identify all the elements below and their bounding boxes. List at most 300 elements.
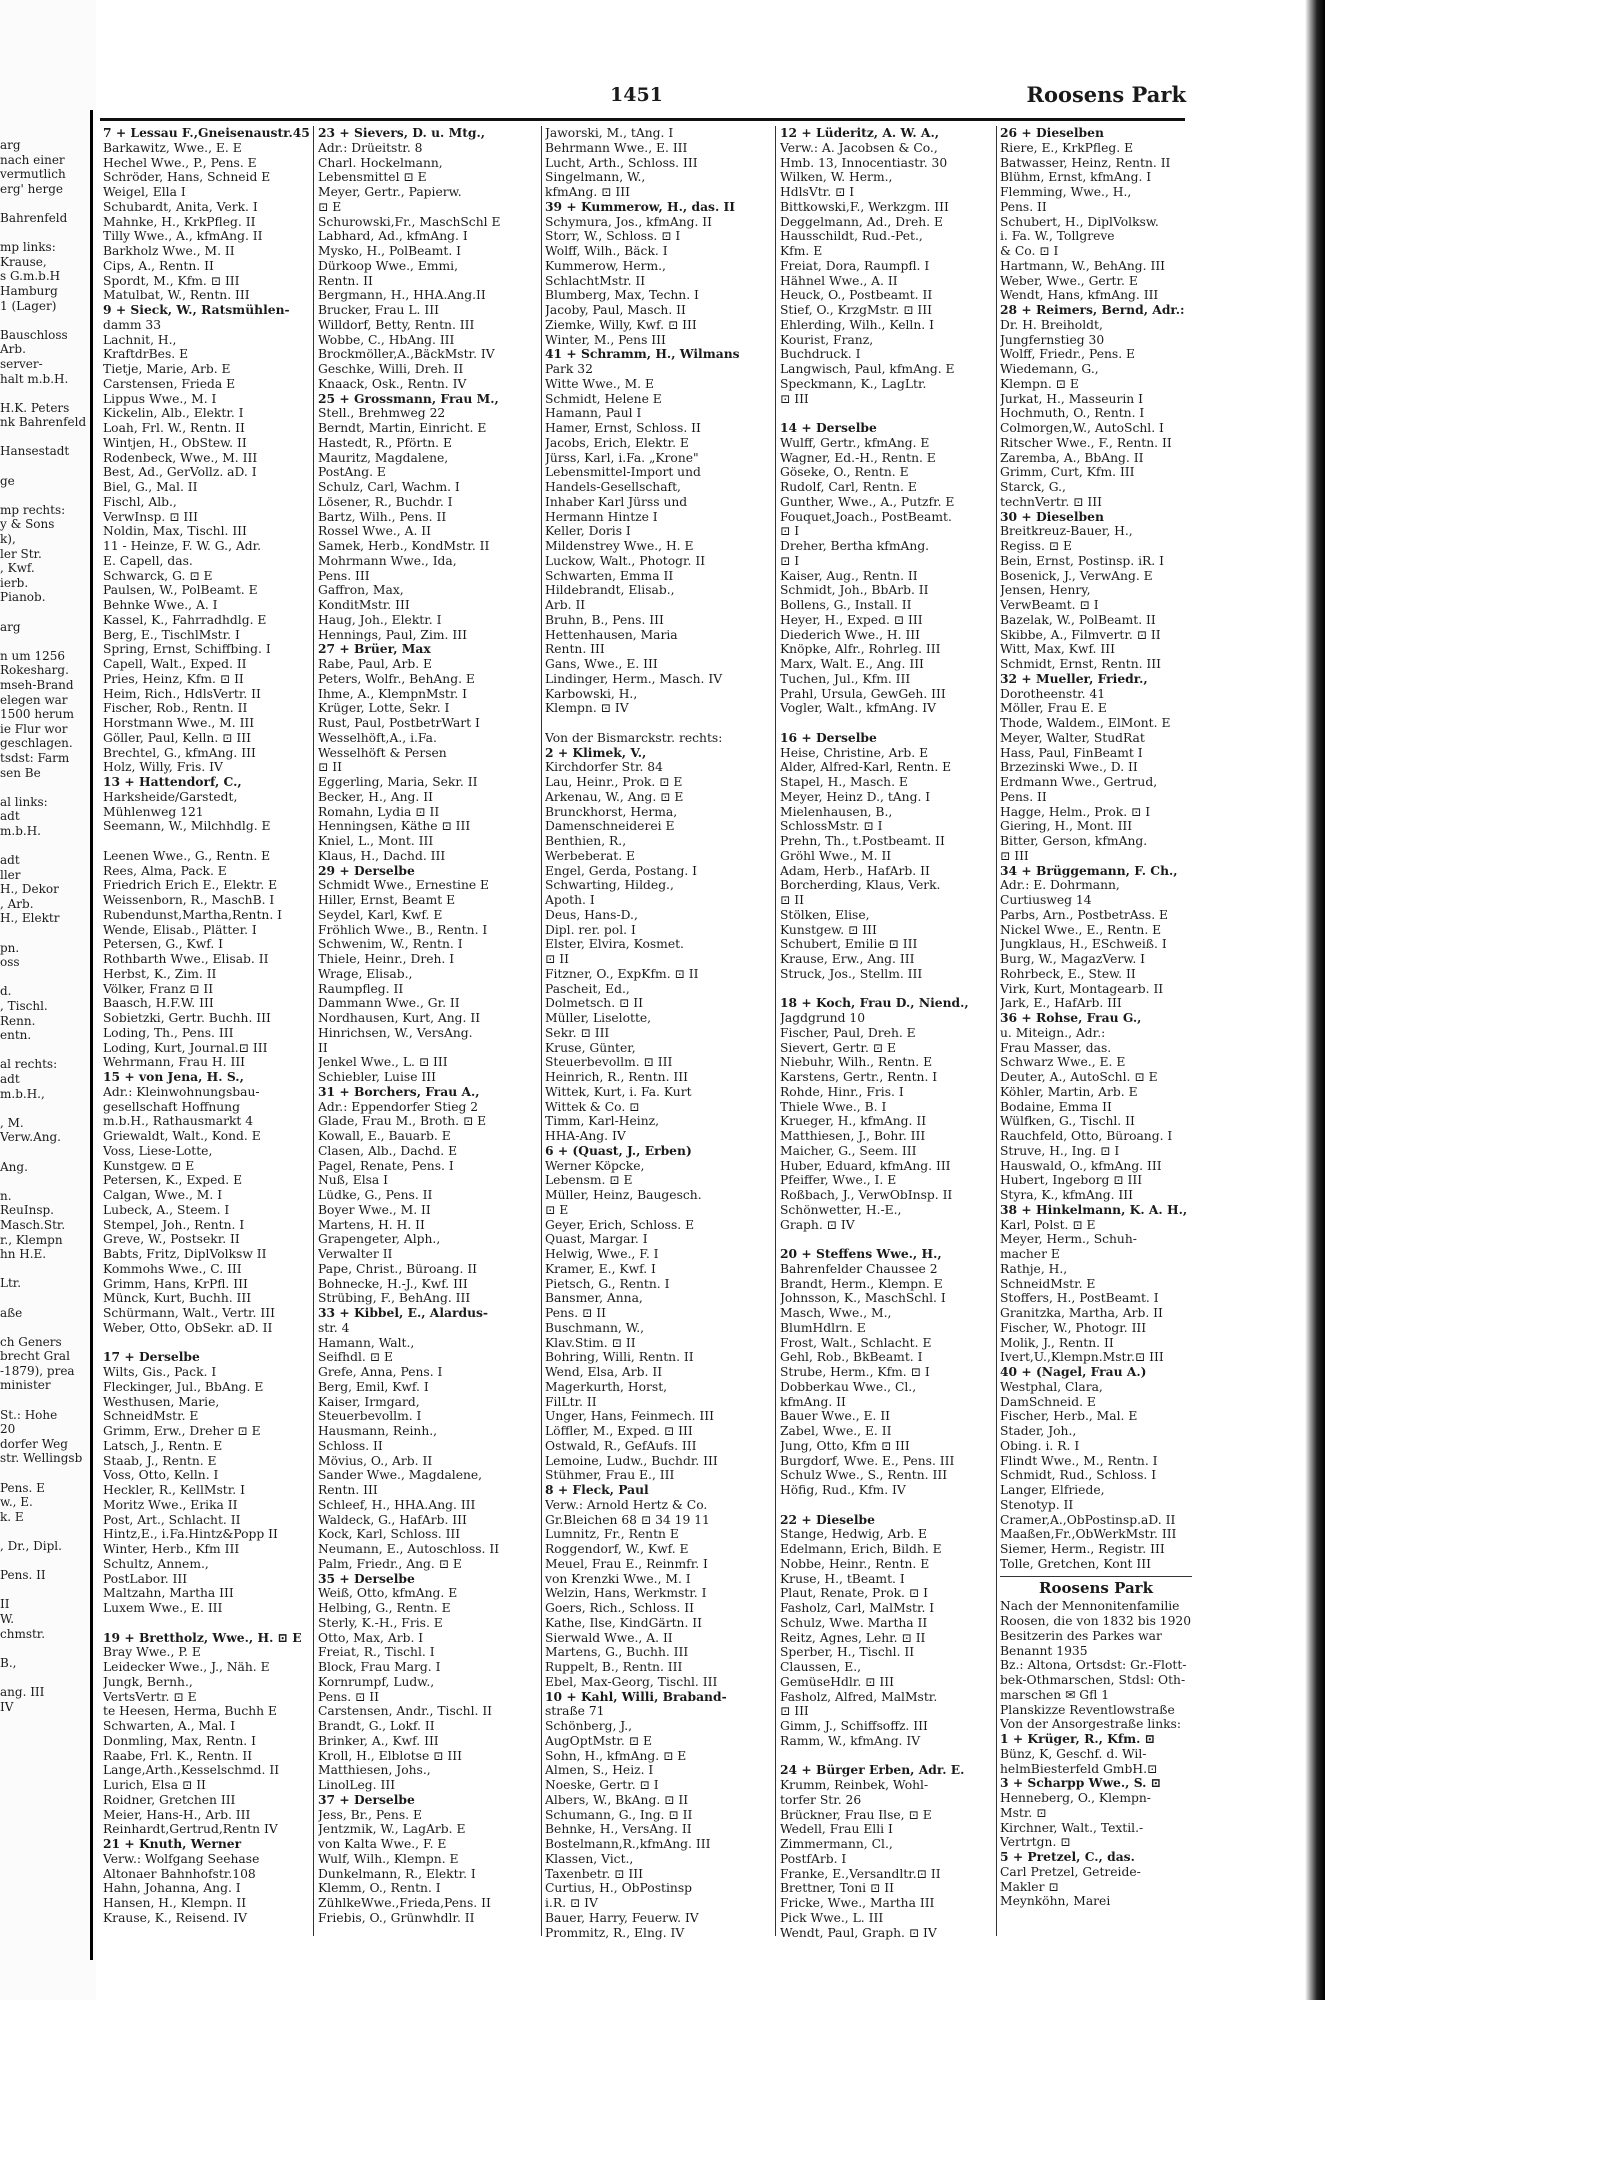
directory-entry: Unger, Hans, Feinmech. III bbox=[545, 1409, 715, 1424]
directory-entry: VertsVertr. ⊡ E bbox=[103, 1689, 197, 1704]
directory-entry: Elster, Elvira, Kosmet. bbox=[545, 937, 684, 952]
directory-entry: Burgdorf, Wwe. E., Pens. III bbox=[780, 1453, 955, 1468]
previous-page-fragment: al links: bbox=[0, 794, 48, 809]
directory-entry: 8 + Fleck, Paul bbox=[545, 1483, 649, 1497]
directory-entry: Stempel, Joh., Rentn. I bbox=[103, 1217, 245, 1232]
directory-entry: Borcherding, Klaus, Verk. bbox=[780, 878, 941, 893]
previous-page-fragment: n um 1256 bbox=[0, 648, 66, 663]
directory-entry: Jess, Br., Pens. E bbox=[318, 1807, 422, 1822]
directory-entry: SchlachtMstr. II bbox=[545, 273, 646, 288]
page-number: 1451 bbox=[610, 84, 663, 106]
directory-entry: Kassel, K., Fahrradhdlg. E bbox=[103, 612, 267, 627]
street-description-line: Besitzerin des Parkes war bbox=[1000, 1628, 1162, 1643]
directory-entry: Rudolf, Carl, Rentn. E bbox=[780, 480, 917, 494]
directory-entry: Arb. II bbox=[545, 598, 586, 612]
directory-entry: Ostwald, R., GefAufs. III bbox=[545, 1438, 697, 1453]
directory-entry: Granitzka, Martha, Arb. II bbox=[1000, 1306, 1163, 1320]
street-description-line: Nach der Mennonitenfamilie bbox=[1000, 1599, 1180, 1614]
previous-page-fragment bbox=[0, 1641, 86, 1656]
directory-entry: Meyer, Heinz D., tAng. I bbox=[780, 789, 931, 804]
header-rule bbox=[100, 118, 1185, 121]
directory-entry bbox=[780, 1232, 995, 1247]
directory-entry: Ruppelt, B., Rentn. III bbox=[545, 1660, 683, 1674]
directory-entry: Langwisch, Paul, kfmAng. E bbox=[780, 362, 955, 376]
directory-entry: Krueger, H., kfmAng. II bbox=[780, 1114, 927, 1129]
directory-entry: Brandt, Herm., Klempn. E bbox=[780, 1276, 943, 1291]
directory-entry: Werbeberat. E bbox=[545, 848, 636, 863]
directory-entry: 33 + Kibbel, E., Alardus- bbox=[318, 1306, 489, 1320]
previous-page-fragment: 20 bbox=[0, 1422, 16, 1437]
directory-entry: Schmidt Wwe., Ernestine E bbox=[318, 878, 490, 893]
directory-entry: Mahnke, H., KrkPfleg. II bbox=[103, 214, 256, 229]
directory-entry: Strübing, F., BehAng. III bbox=[318, 1291, 471, 1306]
directory-entry: Krüger, Lotte, Sekr. I bbox=[318, 701, 450, 716]
directory-entry: Holz, Willy, Fris. IV bbox=[103, 760, 223, 775]
directory-entry: damm 33 bbox=[103, 317, 162, 332]
directory-entry: Claussen, E., bbox=[780, 1660, 862, 1674]
directory-entry: Bruhn, B., Pens. III bbox=[545, 612, 664, 627]
directory-entry: Prahl, Ursula, GewGeh. III bbox=[780, 686, 946, 701]
directory-entry: Apoth. I bbox=[545, 893, 595, 907]
directory-entry: Hamann, Walt., bbox=[318, 1335, 415, 1350]
directory-entry: Damenschneiderei E bbox=[545, 819, 675, 834]
directory-column-1 bbox=[103, 126, 311, 2006]
directory-entry: Schürmann, Walt., Vertr. III bbox=[103, 1306, 275, 1320]
directory-entry: Schulz Wwe., S., Rentn. III bbox=[780, 1468, 948, 1483]
directory-entry: 13 + Hattendorf, C., bbox=[103, 775, 242, 789]
directory-entry: Barkawitz, Wwe., E. E bbox=[103, 140, 242, 155]
directory-entry: Karbowski, H., bbox=[545, 686, 638, 701]
directory-entry: 10 + Kahl, Willi, Braband- bbox=[545, 1689, 727, 1704]
directory-entry: Jungklaus, H., ESchweiß. I bbox=[1000, 937, 1167, 952]
directory-entry: Leenen Wwe., G., Rentn. E bbox=[103, 848, 271, 863]
directory-entry: Bosenick, J., VerwAng. E bbox=[1000, 568, 1153, 583]
directory-entry: Martens, G., Buchh. III bbox=[545, 1645, 689, 1660]
previous-page-fragment bbox=[0, 1466, 86, 1481]
previous-page-fragment: mp links: bbox=[0, 240, 56, 255]
directory-entry: 7 + Lessau F.,Gneisenaustr.45 bbox=[103, 126, 310, 140]
directory-entry: Hochmuth, O., Rentn. I bbox=[1000, 406, 1145, 421]
previous-page-fragment: entn. bbox=[0, 1028, 32, 1043]
directory-entry: Deggelmann, Ad., Dreh. E bbox=[780, 214, 943, 229]
directory-entry: Hildebrandt, Elisab., bbox=[545, 583, 675, 598]
directory-entry: kfmAng. II bbox=[780, 1394, 846, 1409]
directory-entry: Hinrichsen, W., VersAng. bbox=[318, 1025, 473, 1040]
directory-entry: Fasholz, Alfred, MalMstr. bbox=[780, 1689, 938, 1704]
directory-entry: Schymura, Jos., kfmAng. II bbox=[545, 214, 713, 229]
directory-entry: Adr.: Kleinwohnungsbau- bbox=[103, 1084, 260, 1099]
previous-page-fragment: chmstr. bbox=[0, 1626, 46, 1641]
directory-entry: Loding, Th., Pens. III bbox=[103, 1025, 234, 1040]
previous-page-fragment bbox=[0, 386, 86, 401]
directory-entry: Adr.: E. Dohrmann, bbox=[1000, 878, 1120, 893]
directory-entry: Sperber, H., Tischl. II bbox=[780, 1645, 915, 1660]
directory-entry: Langer, Elfriede, bbox=[1000, 1483, 1105, 1497]
directory-entry: Luxem Wwe., E. III bbox=[103, 1601, 223, 1615]
directory-entry: Kourist, Franz, bbox=[780, 332, 874, 347]
directory-entry: & Co. ⊡ I bbox=[1000, 244, 1059, 258]
directory-entry: Krause, K., Reisend. IV bbox=[103, 1910, 248, 1925]
directory-entry: Magerkurth, Horst, bbox=[545, 1379, 668, 1394]
previous-page-fragment: ierb. bbox=[0, 575, 29, 590]
directory-entry: Speckmann, K., LagLtr. bbox=[780, 376, 927, 391]
directory-entry: Wende, Elisab., Plätter. I bbox=[103, 922, 257, 937]
previous-page-fragment: ge bbox=[0, 473, 15, 488]
street-description-line: Meynköhn, Marei bbox=[1000, 1894, 1111, 1909]
directory-entry: Bostelmann,R.,kfmAng. III bbox=[545, 1837, 711, 1851]
directory-entry: Schönberg, J., bbox=[545, 1719, 633, 1733]
directory-entry: Schmidt, Rud., Schloss. I bbox=[1000, 1468, 1157, 1483]
directory-entry: Wiedemann, G., bbox=[1000, 362, 1099, 376]
directory-entry: Maicher, G., Seem. III bbox=[780, 1143, 917, 1158]
directory-entry: Pfeiffer, Wwe., I. E bbox=[780, 1173, 897, 1188]
directory-entry: Waldeck, G., HafArb. III bbox=[318, 1512, 467, 1527]
directory-entry: Jark, E., HafArb. III bbox=[1000, 996, 1122, 1011]
directory-entry: Pens. III bbox=[318, 568, 370, 583]
directory-entry: Quast, Margar. I bbox=[545, 1232, 648, 1247]
section-rule bbox=[1000, 1576, 1192, 1577]
directory-entry: Fischer, Paul, Dreh. E bbox=[780, 1025, 916, 1040]
directory-entry: 27 + Brüer, Max bbox=[318, 642, 431, 657]
directory-entry: VerwBeamt. ⊡ I bbox=[1000, 598, 1099, 612]
previous-page-fragment: 1 (Lager) bbox=[0, 298, 57, 313]
directory-entry: Dorotheenstr. 41 bbox=[1000, 686, 1106, 701]
directory-entry: technVertr. ⊡ III bbox=[1000, 494, 1102, 509]
directory-entry: Herbst, K., Zim. II bbox=[103, 966, 217, 981]
previous-page-fragment: server- bbox=[0, 356, 43, 371]
directory-entry: Riere, E., KrkPfleg. E bbox=[1000, 140, 1134, 155]
directory-entry: Lurich, Elsa ⊡ II bbox=[103, 1778, 206, 1792]
directory-entry: Nickel Wwe., E., Rentn. E bbox=[1000, 922, 1162, 937]
directory-entry: 32 + Mueller, Friedr., bbox=[1000, 671, 1148, 686]
street-description-line: 3 + Scharpp Wwe., S. ⊡ bbox=[1000, 1776, 1162, 1791]
directory-entry: Witte Wwe., M. E bbox=[545, 376, 654, 391]
directory-entry: Bahrenfelder Chaussee 2 bbox=[780, 1261, 938, 1276]
directory-entry: 39 + Kummerow, H., das. II bbox=[545, 199, 736, 214]
previous-page-fragment: , Dr., Dipl. bbox=[0, 1539, 62, 1553]
directory-entry: 14 + Derselbe bbox=[780, 421, 877, 435]
directory-entry: Sander Wwe., Magdalene, bbox=[318, 1468, 483, 1483]
directory-entry: Flindt Wwe., M., Rentn. I bbox=[1000, 1453, 1158, 1468]
directory-entry: Winter, Herb., Kfm III bbox=[103, 1542, 240, 1556]
directory-entry: 41 + Schramm, H., Wilmans bbox=[545, 347, 740, 362]
street-description-line: Bünz, K, Geschf. d. Wil- bbox=[1000, 1746, 1147, 1761]
directory-entry: 30 + Dieselben bbox=[1000, 509, 1104, 524]
directory-entry: Pens. ⊡ II bbox=[545, 1306, 606, 1320]
directory-entry: Thiele, Heinr., Dreh. I bbox=[318, 952, 455, 966]
directory-entry: Breitkreuz-Bauer, H., bbox=[1000, 524, 1133, 539]
directory-entry: VerwInsp. ⊡ III bbox=[103, 509, 198, 524]
directory-entry: Pens. ⊡ II bbox=[318, 1689, 379, 1704]
directory-entry: u. Miteign., Adr.: bbox=[1000, 1025, 1106, 1040]
directory-entry: Rentn. II bbox=[318, 273, 373, 288]
directory-entry: Post, Art., Schlacht. II bbox=[103, 1512, 241, 1527]
street-description-line: helmBiesterfeld GmbH.⊡ bbox=[1000, 1761, 1158, 1776]
directory-entry: Singelmann, W., bbox=[545, 170, 646, 185]
directory-entry: Jensen, Henry, bbox=[1000, 583, 1091, 598]
previous-page-fragment: adt bbox=[0, 1072, 20, 1086]
street-description-line: Henneberg, O., Klempn- bbox=[1000, 1791, 1151, 1805]
directory-entry: Grefe, Anna, Pens. I bbox=[318, 1365, 443, 1379]
directory-entry: Gr.Bleichen 68 ⊡ 34 19 11 bbox=[545, 1512, 710, 1527]
directory-entry: Mohrmann Wwe., Ida, bbox=[318, 553, 457, 568]
directory-entry: Werner Köpcke, bbox=[545, 1158, 645, 1173]
previous-page-fragment: ReuInsp. bbox=[0, 1203, 54, 1218]
directory-entry: Benthien, R., bbox=[545, 834, 627, 848]
directory-entry: Höfig, Rud., Kfm. IV bbox=[780, 1483, 906, 1497]
previous-page-fragment: vermutlich bbox=[0, 167, 66, 182]
directory-entry: Maltzahn, Martha III bbox=[103, 1586, 234, 1601]
directory-entry: Westphal, Clara, bbox=[1000, 1379, 1103, 1394]
directory-entry: Möller, Frau E. E bbox=[1000, 701, 1107, 716]
directory-entry: Stölken, Elise, bbox=[780, 907, 870, 922]
previous-page-text-fragments bbox=[0, 138, 86, 1714]
directory-entry: Voss, Liese-Lotte, bbox=[103, 1143, 213, 1158]
directory-entry: KraftdrBes. E bbox=[103, 347, 189, 362]
directory-entry: Petersen, G., Kwf. I bbox=[103, 937, 224, 952]
scan-edge-shadow bbox=[1305, 0, 1325, 2000]
directory-entry: Gunther, Wwe., A., Putzfr. E bbox=[780, 494, 955, 509]
directory-entry: Rathje, H., bbox=[1000, 1261, 1068, 1276]
directory-entry: Frau Masser, das. bbox=[1000, 1040, 1112, 1055]
directory-entry: Inhaber Karl Jürss und bbox=[545, 494, 688, 509]
directory-entry: Wesselhöft & Persen bbox=[318, 745, 447, 760]
directory-entry: Geyer, Erich, Schloss. E bbox=[545, 1217, 695, 1232]
directory-entry: Seifhdl. ⊡ E bbox=[318, 1350, 393, 1365]
previous-page-fragment: ler Str. bbox=[0, 546, 42, 561]
directory-entry: Schwarting, Hildeg., bbox=[545, 878, 674, 893]
column-divider bbox=[313, 126, 314, 1936]
directory-entry: Pascheit, Ed., bbox=[545, 981, 630, 996]
directory-entry: Lemoine, Ludw., Buchdr. III bbox=[545, 1453, 718, 1468]
directory-entry: Schumann, G., Ing. ⊡ II bbox=[545, 1807, 693, 1822]
directory-entry: Hausschildt, Rud.-Pet., bbox=[780, 229, 923, 244]
directory-entry: Willdorf, Betty, Rentn. III bbox=[318, 317, 475, 332]
directory-entry: Wendt, Hans, kfmAng. III bbox=[1000, 288, 1159, 303]
directory-entry: Cramer,A.,ObPostinsp.aD. II bbox=[1000, 1512, 1176, 1527]
directory-entry: Peters, Wolfr., BehAng. E bbox=[318, 671, 475, 686]
directory-entry: Loding, Kurt, Journal.⊡ III bbox=[103, 1040, 268, 1055]
directory-entry: Molik, J., Rentn. II bbox=[1000, 1335, 1114, 1350]
directory-entry: Wobbe, C., HbAng. III bbox=[318, 332, 455, 347]
directory-entry: Seydel, Karl, Kwf. E bbox=[318, 907, 443, 922]
directory-entry: PostAng. E bbox=[318, 465, 386, 480]
directory-entry: GemüseHdlr. ⊡ III bbox=[780, 1674, 894, 1689]
directory-entry: Jungk, Bernh., bbox=[103, 1674, 193, 1689]
directory-entry: Fischer, Herb., Mal. E bbox=[1000, 1409, 1138, 1424]
directory-entry: Stenotyp. II bbox=[1000, 1497, 1074, 1512]
directory-entry: Hubert, Ingeborg ⊡ III bbox=[1000, 1173, 1143, 1188]
previous-page-fragment: mseh-Brand bbox=[0, 677, 74, 692]
directory-entry: Wittek & Co. ⊡ bbox=[545, 1099, 640, 1114]
directory-entry: Göller, Paul, Kelln. ⊡ III bbox=[103, 730, 251, 745]
previous-page-fragment bbox=[0, 605, 86, 620]
previous-page-fragment bbox=[0, 1554, 86, 1569]
directory-entry: Heim, Rich., HdlsVertr. II bbox=[103, 686, 261, 701]
directory-entry: 12 + Lüderitz, A. W. A., bbox=[780, 126, 940, 140]
directory-entry: Sobietzki, Gertr. Buchh. III bbox=[103, 1011, 271, 1025]
directory-entry: BlumHdlrn. E bbox=[780, 1320, 866, 1335]
previous-page-fragment: mp rechts: bbox=[0, 502, 66, 517]
directory-column-5 bbox=[1000, 126, 1192, 2006]
street-description-line: Carl Pretzel, Getreide- bbox=[1000, 1864, 1141, 1879]
directory-entry: Rodenbeck, Wwe., M. III bbox=[103, 450, 258, 465]
directory-entry: Rohrbeck, E., Stew. II bbox=[1000, 966, 1136, 981]
previous-page-fragment: Pens. II bbox=[0, 1568, 46, 1583]
directory-column-4 bbox=[780, 126, 995, 2006]
directory-entry: Keller, Doris I bbox=[545, 524, 631, 539]
directory-entry: PostfArb. I bbox=[780, 1851, 847, 1866]
directory-entry: Kroll, H., Elblotse ⊡ III bbox=[318, 1748, 462, 1763]
directory-entry: Wehrmann, Frau H. III bbox=[103, 1055, 246, 1070]
directory-entry: Staab, J., Rentn. E bbox=[103, 1453, 217, 1468]
previous-page-fragment: sen Be bbox=[0, 765, 41, 780]
directory-entry: Gimm, J., Schiffsoffz. III bbox=[780, 1719, 928, 1733]
directory-entry: Müller, Heinz, Baugesch. bbox=[545, 1188, 702, 1202]
directory-entry: Rees, Alma, Pack. E bbox=[103, 863, 227, 878]
directory-entry: Ihme, A., KlempnMstr. I bbox=[318, 686, 468, 701]
directory-entry: Kowall, E., Bauarb. E bbox=[318, 1129, 451, 1143]
directory-entry: 20 + Steffens Wwe., H., bbox=[780, 1247, 942, 1261]
directory-entry: Regiss. ⊡ E bbox=[1000, 539, 1072, 553]
directory-entry: Rauchfeld, Otto, Büroang. I bbox=[1000, 1129, 1173, 1143]
directory-entry: Brechtel, G., kfmAng. III bbox=[103, 745, 256, 760]
directory-entry: Wrage, Elisab., bbox=[318, 966, 413, 981]
directory-entry: Weigel, Ella I bbox=[103, 185, 186, 199]
previous-page-fragment bbox=[0, 1262, 86, 1277]
directory-entry: Altonaer Bahnhofstr.108 bbox=[103, 1866, 256, 1881]
directory-entry: Lau, Heinr., Prok. ⊡ E bbox=[545, 775, 683, 789]
directory-entry: Plaut, Renate, Prok. ⊡ I bbox=[780, 1586, 928, 1601]
directory-entry: Dipl. rer. pol. I bbox=[545, 922, 636, 937]
previous-page-fragment: Bauschloss bbox=[0, 327, 68, 342]
directory-entry: Schubardt, Anita, Verk. I bbox=[103, 199, 258, 214]
column-5-entries bbox=[1000, 126, 1192, 1572]
directory-entry: Lindinger, Herm., Masch. IV bbox=[545, 671, 723, 686]
directory-entry: Babts, Fritz, DiplVolksw II bbox=[103, 1247, 267, 1261]
previous-page-fragment: Ltr. bbox=[0, 1276, 22, 1291]
directory-entry: LinolLeg. III bbox=[318, 1778, 396, 1792]
directory-entry: Fischer, Rob., Rentn. II bbox=[103, 701, 248, 716]
directory-entry: Wülfken, G., Tischl. II bbox=[1000, 1114, 1135, 1129]
directory-entry: Rossel Wwe., A. II bbox=[318, 524, 431, 539]
directory-entry: Siemer, Herm., Registr. III bbox=[1000, 1542, 1165, 1556]
previous-page-fragment: Krause, bbox=[0, 254, 47, 269]
directory-entry: Weissenborn, R., MaschB. I bbox=[103, 893, 275, 907]
directory-entry: Calgan, Wwe., M. I bbox=[103, 1188, 223, 1202]
directory-entry: von Krenzki Wwe., M. I bbox=[545, 1571, 691, 1586]
street-description-line: 1 + Krüger, R., Kfm. ⊡ bbox=[1000, 1732, 1156, 1746]
directory-entry: 40 + (Nagel, Frau A.) bbox=[1000, 1365, 1147, 1379]
directory-entry: gesellschaft Hoffnung bbox=[103, 1099, 240, 1114]
directory-entry: 31 + Borchers, Frau A., bbox=[318, 1084, 480, 1099]
directory-entry: Klav.Stim. ⊡ II bbox=[545, 1335, 636, 1350]
directory-entry: 35 + Derselbe bbox=[318, 1571, 415, 1586]
directory-entry: Krause, Erw., Ang. III bbox=[780, 952, 915, 966]
directory-entry: Pries, Heinz, Kfm. ⊡ II bbox=[103, 671, 244, 686]
street-description-line: 5 + Pretzel, C., das. bbox=[1000, 1850, 1135, 1864]
directory-entry: Verw.: Wolfgang Seehase bbox=[103, 1851, 260, 1866]
directory-entry: Rentn. III bbox=[545, 642, 605, 657]
previous-page-fragment: ch Geners bbox=[0, 1334, 62, 1349]
directory-entry: Brückner, Frau Ilse, ⊡ E bbox=[780, 1807, 932, 1822]
directory-entry: Matthiesen, Johs., bbox=[318, 1763, 431, 1778]
directory-entry: Albers, W., BkAng. ⊡ II bbox=[545, 1792, 689, 1807]
directory-entry: 25 + Grossmann, Frau M., bbox=[318, 391, 499, 406]
directory-entry: Bauer Wwe., E. II bbox=[780, 1409, 891, 1424]
directory-entry: Jentzmik, W., LagArb. E bbox=[318, 1822, 466, 1837]
previous-page-fragment: erg' herge bbox=[0, 181, 63, 196]
directory-entry: 16 + Derselbe bbox=[780, 730, 877, 745]
directory-entry: Ebel, Max-Georg, Tischl. III bbox=[545, 1674, 718, 1689]
directory-entry: Göseke, O., Rentn. E bbox=[780, 465, 909, 480]
directory-entry: Helwig, Wwe., F. I bbox=[545, 1247, 659, 1261]
directory-entry: Loah, Frl. W., Rentn. II bbox=[103, 421, 245, 435]
directory-entry: 15 + von Jena, H. S., bbox=[103, 1070, 244, 1084]
directory-entry: Wulf, Wilh., Klempn. E bbox=[318, 1851, 459, 1866]
directory-entry: Schwarten, A., Mal. I bbox=[103, 1719, 236, 1733]
directory-entry: Taxenbetr. ⊡ III bbox=[545, 1866, 643, 1881]
directory-entry: Klemm, O., Rentn. I bbox=[318, 1881, 441, 1896]
previous-page-fragment: hn H.E. bbox=[0, 1247, 47, 1262]
directory-entry: Schleef, H., HHA.Ang. III bbox=[318, 1497, 476, 1512]
directory-entry: Mauritz, Magdalene, bbox=[318, 450, 449, 465]
directory-entry: Engel, Gerda, Postang. I bbox=[545, 863, 698, 878]
previous-page-fragment: m.b.H. bbox=[0, 823, 41, 838]
directory-entry: Bohnecke, H.-J., Kwf. III bbox=[318, 1276, 468, 1291]
previous-page-fragment bbox=[0, 226, 86, 241]
previous-page-fragment: pn. bbox=[0, 940, 20, 955]
directory-entry: Krumm, Reinbek, Wohl- bbox=[780, 1778, 929, 1792]
previous-page-fragment bbox=[0, 1583, 86, 1598]
previous-page-fragment bbox=[0, 1670, 86, 1685]
previous-page-fragment: ller bbox=[0, 867, 21, 882]
directory-entry: Leidecker Wwe., J., Näh. E bbox=[103, 1660, 270, 1674]
directory-entry bbox=[780, 716, 995, 731]
directory-entry: Schwenim, W., Rentn. I bbox=[318, 937, 463, 952]
directory-entry: Clasen, Alb., Dachd. E bbox=[318, 1143, 458, 1158]
directory-entry: Lippus Wwe., M. I bbox=[103, 391, 217, 406]
directory-entry: Hartmann, W., BehAng. III bbox=[1000, 258, 1166, 273]
directory-entry: Münck, Kurt, Buchh. III bbox=[103, 1291, 252, 1306]
directory-entry: Zaremba, A., BbAng. II bbox=[1000, 450, 1144, 465]
directory-entry: Raabe, Frl. K., Rentn. II bbox=[103, 1748, 253, 1763]
directory-entry: 21 + Knuth, Werner bbox=[103, 1837, 242, 1851]
directory-entry: Wesselhöft,A., i.Fa. bbox=[318, 730, 437, 745]
directory-entry: Blumberg, Max, Techn. I bbox=[545, 288, 699, 303]
previous-page-fragment: B., bbox=[0, 1655, 17, 1670]
directory-entry: Wolff, Friedr., Pens. E bbox=[1000, 347, 1136, 362]
directory-entry: Rohde, Hinr., Fris. I bbox=[780, 1084, 904, 1099]
directory-entry: Stühmer, Frau E., III bbox=[545, 1468, 675, 1483]
previous-page-fragment bbox=[0, 1524, 86, 1539]
previous-page-fragment: al rechts: bbox=[0, 1057, 58, 1072]
street-description bbox=[1000, 1599, 1192, 1909]
directory-entry: Franke, E.,Versandltr.⊡ II bbox=[780, 1866, 941, 1881]
directory-entry: Meyer, Walter, StudRat bbox=[1000, 730, 1145, 745]
street-description-line: Planskizze Reventlowstraße bbox=[1000, 1702, 1175, 1717]
directory-entry: Wendt, Paul, Graph. ⊡ IV bbox=[780, 1925, 937, 1940]
previous-page-fragment: adt bbox=[0, 809, 20, 824]
directory-entry: Völker, Franz ⊡ II bbox=[103, 981, 214, 996]
directory-entry: Kramer, E., Kwf. I bbox=[545, 1261, 656, 1276]
directory-entry: Thode, Waldem., ElMont. E bbox=[1000, 716, 1171, 730]
directory-entry bbox=[780, 406, 995, 421]
directory-entry: Bittkowski,F., Werkzgm. III bbox=[780, 199, 949, 214]
previous-page-fragment bbox=[0, 1320, 86, 1335]
previous-page-fragment: d. bbox=[0, 984, 12, 999]
directory-entry: Berg, Emil, Kwf. I bbox=[318, 1379, 429, 1394]
